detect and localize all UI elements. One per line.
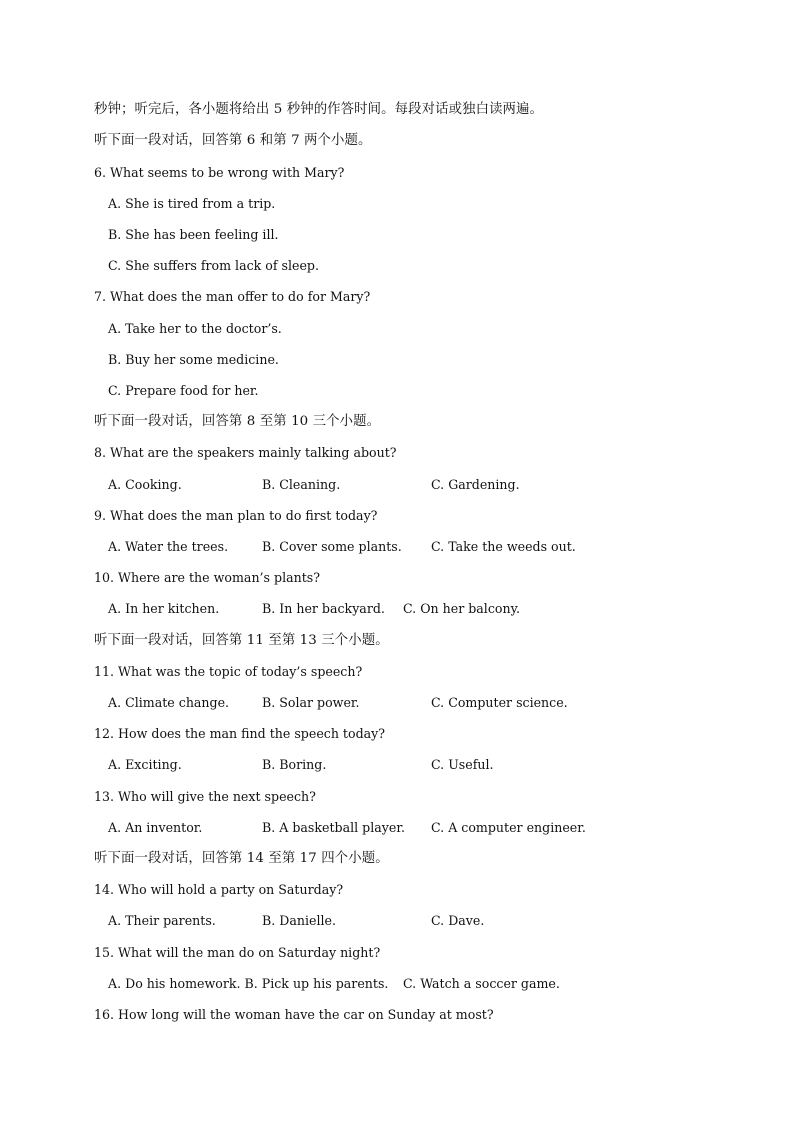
- option-15c: C. Watch a soccer game.: [403, 976, 560, 991]
- option-10c: C. On her balcony.: [403, 601, 521, 616]
- option-7b: B. Buy her some medicine.: [108, 352, 279, 367]
- option-8b: B. Cleaning.: [262, 477, 341, 492]
- question-10: 10. Where are the woman’s plants?: [94, 570, 321, 585]
- section-heading-6-7: 听下面一段对话，回答第 6 和第 7 两个小题。: [94, 133, 372, 148]
- option-6c: C. She suffers from lack of sleep.: [108, 258, 319, 273]
- section-heading-14-17: 听下面一段对话，回答第 14 至第 17 四个小题。: [94, 851, 389, 866]
- question-13: 13. Who will give the next speech?: [94, 789, 316, 804]
- question-14: 14. Who will hold a party on Saturday?: [94, 882, 344, 897]
- option-9c: C. Take the weeds out.: [431, 539, 576, 554]
- section-heading-8-10: 听下面一段对话，回答第 8 至第 10 三个小题。: [94, 414, 381, 429]
- option-6a: A. She is tired from a trip.: [108, 196, 276, 211]
- question-8: 8. What are the speakers mainly talking about?: [94, 445, 397, 460]
- option-9b: B. Cover some plants.: [262, 539, 402, 554]
- option-12b: B. Boring.: [262, 757, 327, 772]
- option-13a: A. An inventor.: [108, 820, 203, 835]
- option-15ab: A. Do his homework. B. Pick up his parents.: [108, 976, 389, 991]
- option-9a: A. Water the trees.: [108, 539, 229, 554]
- question-12: 12. How does the man find the speech today?: [94, 726, 386, 741]
- option-11c: C. Computer science.: [431, 695, 568, 710]
- option-11a: A. Climate change.: [108, 695, 230, 710]
- intro-line: 秒钟；听完后，各小题将给出 5 秒钟的作答时间。每段对话或独白读两遍。: [94, 102, 544, 117]
- option-12c: C. Useful.: [431, 757, 494, 772]
- question-15: 15. What will the man do on Saturday night?: [94, 945, 381, 960]
- option-10a: A. In her kitchen.: [108, 601, 220, 616]
- option-14b: B. Danielle.: [262, 913, 336, 928]
- question-9: 9. What does the man plan to do first today?: [94, 508, 378, 523]
- question-7: 7. What does the man offer to do for Mary?: [94, 289, 371, 304]
- option-14a: A. Their parents.: [108, 913, 216, 928]
- option-13c: C. A computer engineer.: [431, 820, 586, 835]
- option-7c: C. Prepare food for her.: [108, 383, 259, 398]
- question-16: 16. How long will the woman have the car on Sunday at most?: [94, 1007, 494, 1022]
- question-6: 6. What seems to be wrong with Mary?: [94, 165, 345, 180]
- option-6b: B. She has been feeling ill.: [108, 227, 279, 242]
- option-11b: B. Solar power.: [262, 695, 360, 710]
- option-10b: B. In her backyard.: [262, 601, 385, 616]
- option-12a: A. Exciting.: [108, 757, 182, 772]
- question-11: 11. What was the topic of today’s speech?: [94, 664, 363, 679]
- option-13b: B. A basketball player.: [262, 820, 405, 835]
- option-7a: A. Take her to the doctor’s.: [108, 321, 282, 336]
- option-14c: C. Dave.: [431, 913, 485, 928]
- section-heading-11-13: 听下面一段对话，回答第 11 至第 13 三个小题。: [94, 633, 389, 648]
- option-8a: A. Cooking.: [108, 477, 182, 492]
- option-8c: C. Gardening.: [431, 477, 520, 492]
